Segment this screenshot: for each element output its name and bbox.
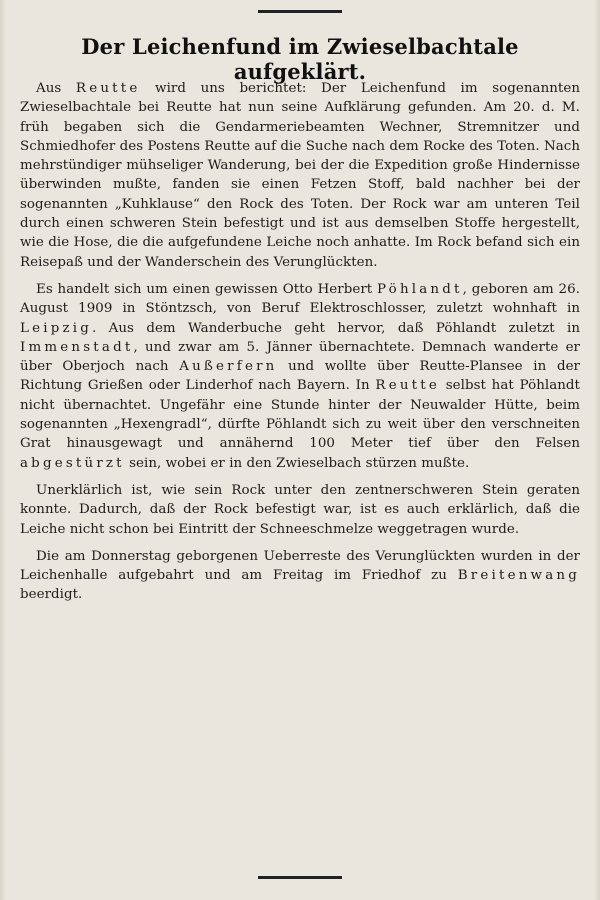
paragraph-text: wird uns berichtet: Der Leichenfund im sogenannten Zwieselbachtale bei Reutte hat nun seine Aufklärung gefunden. Am 20. d. M. früh begaben sich die Gendarmeriebeamten Wechner, Stremnitzer und Schmiedhofer des Postens Reutte auf die Suche nach dem Rocke des Toten. Nach mehrstündiger mühseliger Wanderung, bei der die Expedition große Hindernisse überwinden mußte, fanden sie einen Fetzen Stoff, bald nachher bei der sogenannten „Kuhklause“ den Rock des Toten. Der Rock war am unteren Teil durch einen schweren Stein befestigt und ist aus demselben Stoffe hergestellt, wie die Hose, die die aufgefundene Leiche noch anhatte. Im Rock befand sich ein Reisepaß und der Wanderschein des Verunglückten. bbox=[20, 81, 580, 270]
article-paragraph bbox=[20, 547, 580, 605]
article-headline: Der Leichenfund im Zwieselbachtale aufgeklärt. bbox=[81, 34, 519, 84]
paragraph-text: und wollte über Reutte-Plansee in der Richtung Grießen oder Linderhof nach Bayern. In bbox=[20, 359, 580, 394]
paragraph-text: selbst hat Pöhlandt nicht übernachtet. Ungefähr eine Stunde hinter der Neuwalder Hütte, beim sogenannten „Hexengradl“, dürfte Pöhlandt sich zu weit über den verschneiten Grat hinausgewagt und annähernd 100 Meter tief über den Felsen bbox=[20, 378, 580, 452]
paragraph-text: sein, wobei er in den Zwieselbach stürzen mußte. bbox=[124, 455, 470, 471]
paragraph-text: Es handelt sich um einen gewissen Otto Herbert bbox=[36, 281, 378, 297]
article-paragraph bbox=[20, 280, 580, 473]
spaced-emphasis-text: Immenstadt bbox=[20, 339, 134, 355]
article-paragraph bbox=[20, 481, 580, 539]
article-body bbox=[20, 79, 580, 613]
spaced-emphasis-text: abgestürzt bbox=[20, 455, 125, 471]
spaced-emphasis-text: Außerfern bbox=[179, 359, 278, 375]
article-paragraph bbox=[20, 79, 580, 272]
paragraph-text: Aus bbox=[36, 81, 76, 96]
paragraph-text: Die am Donnerstag geborgenen Ueberreste des Verunglückten wurden in der Leichenhalle aufgebahrt und am Freitag im Friedhof zu bbox=[20, 548, 580, 584]
bottom-separator-rule bbox=[258, 876, 342, 879]
spaced-emphasis-text: Breitenwang bbox=[457, 568, 580, 584]
spaced-emphasis-text: Reutte bbox=[75, 81, 141, 96]
spaced-emphasis-text: Leipzig bbox=[20, 320, 92, 336]
spaced-emphasis-text: Pöhlandt bbox=[377, 281, 463, 297]
paragraph-text: . Aus dem Wanderbuche geht hervor, daß Pöhlandt zuletzt in bbox=[91, 320, 580, 336]
paragraph-text: , und zwar am 5. Jänner übernachtete. Demnach wanderte er über Oberjoch nach bbox=[20, 339, 580, 375]
paragraph-text: , geboren am 26. August 1909 in Stöntzsch, von Beruf Elektroschlosser, zuletzt wohnhaft in bbox=[20, 281, 580, 317]
paragraph-text: Unerklärlich ist, wie sein Rock unter den zentnerschweren Stein geraten konnte. Dadurch, daß der Rock befestigt war, ist es auch erklärlich, daß die Leiche nicht schon bei Eintritt der Schneeschmelze weggetragen wurde. bbox=[20, 482, 580, 537]
spaced-emphasis-text: Reutte bbox=[375, 378, 440, 394]
paragraph-text: beerdigt. bbox=[20, 587, 83, 603]
top-separator-rule bbox=[258, 10, 342, 13]
